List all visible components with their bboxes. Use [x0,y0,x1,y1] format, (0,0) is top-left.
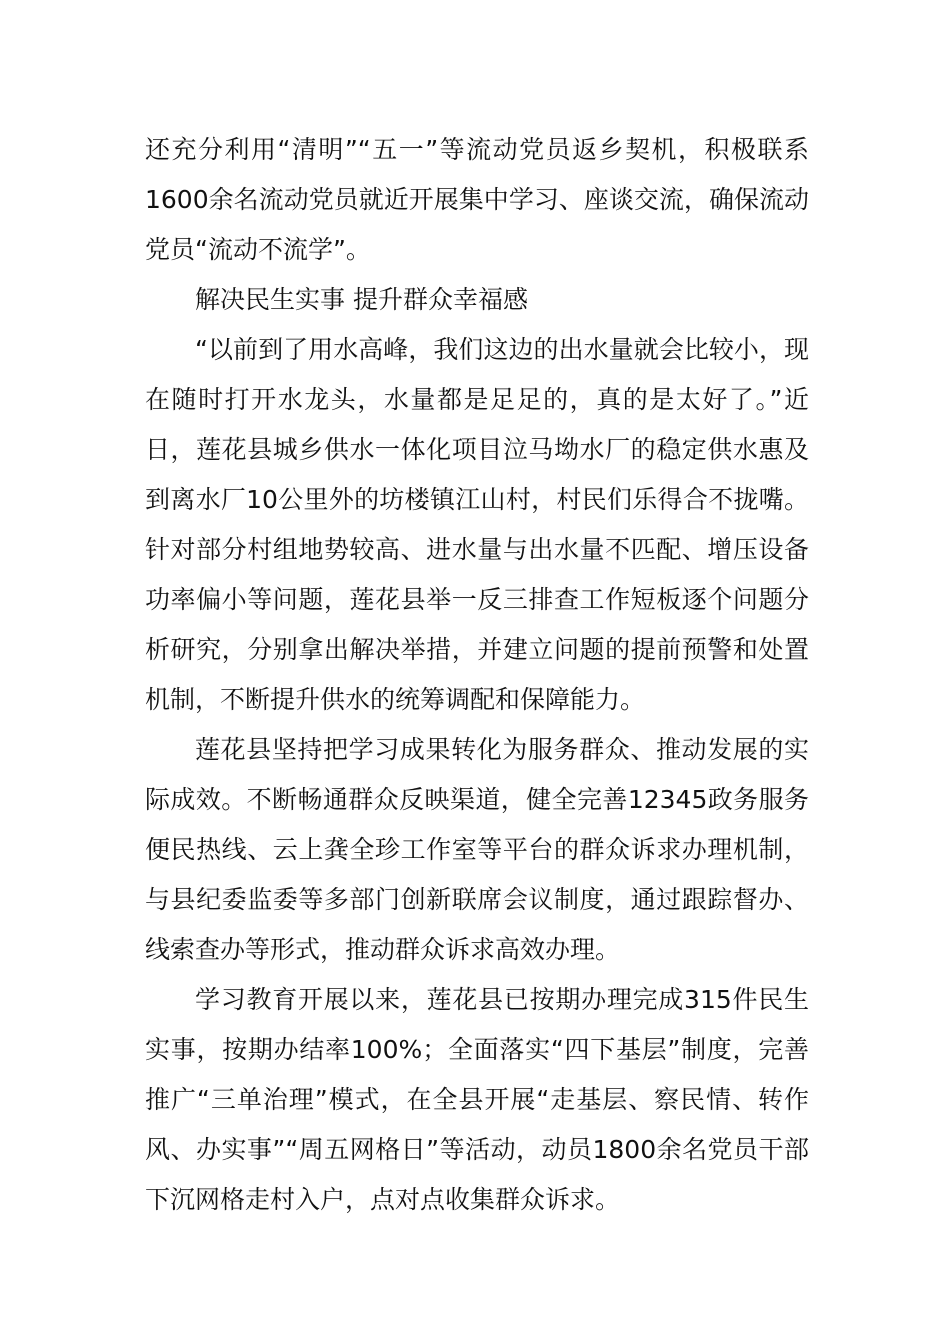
paragraph-water-supply: “以前到了用水高峰，我们这边的出水量就会比较小，现在随时打开水龙头，水量都是足足的，真的是太好了。”近日，莲花县城乡供水一体化项目泣马坳水厂的稳定供水惠及到离水厂10公里外的坊楼镇江山村，村民们乐得合不拢嘴。针对部分村组地势较高、进水量与出水量不匹配、增压设备功率偏小等问题，莲花县举一反三排查工作短板逐个问题分析研究，分别拿出解决举措，并建立问题的提前预警和处置机制，不断提升供水的统筹调配和保障能力。 [145,335,809,714]
document-body [145,125,809,1225]
section-heading: 解决民生实事 提升群众幸福感 [195,285,528,314]
paragraph-practical-results: 学习教育开展以来，莲花县已按期办理完成315件民生实事，按期办结率100%；全面落实“四下基层”制度，完善推广“三单治理”模式，在全县开展“走基层、察民情、转作风、办实事”“周五网格日”等活动，动员1800余名党员干部下沉网格走村入户，点对点收集群众诉求。 [145,985,809,1214]
paragraph-service-channels: 莲花县坚持把学习成果转化为服务群众、推动发展的实际成效。不断畅通群众反映渠道，健全完善12345政务服务便民热线、云上龚全珍工作室等平台的群众诉求办理机制，与县纪委监委等多部门创新联席会议制度，通过跟踪督办、线索查办等形式，推动群众诉求高效办理。 [145,735,809,964]
paragraph-flow-learning: 还充分利用“清明”“五一”等流动党员返乡契机，积极联系1600余名流动党员就近开展集中学习、座谈交流，确保流动党员“流动不流学”。 [145,135,809,264]
